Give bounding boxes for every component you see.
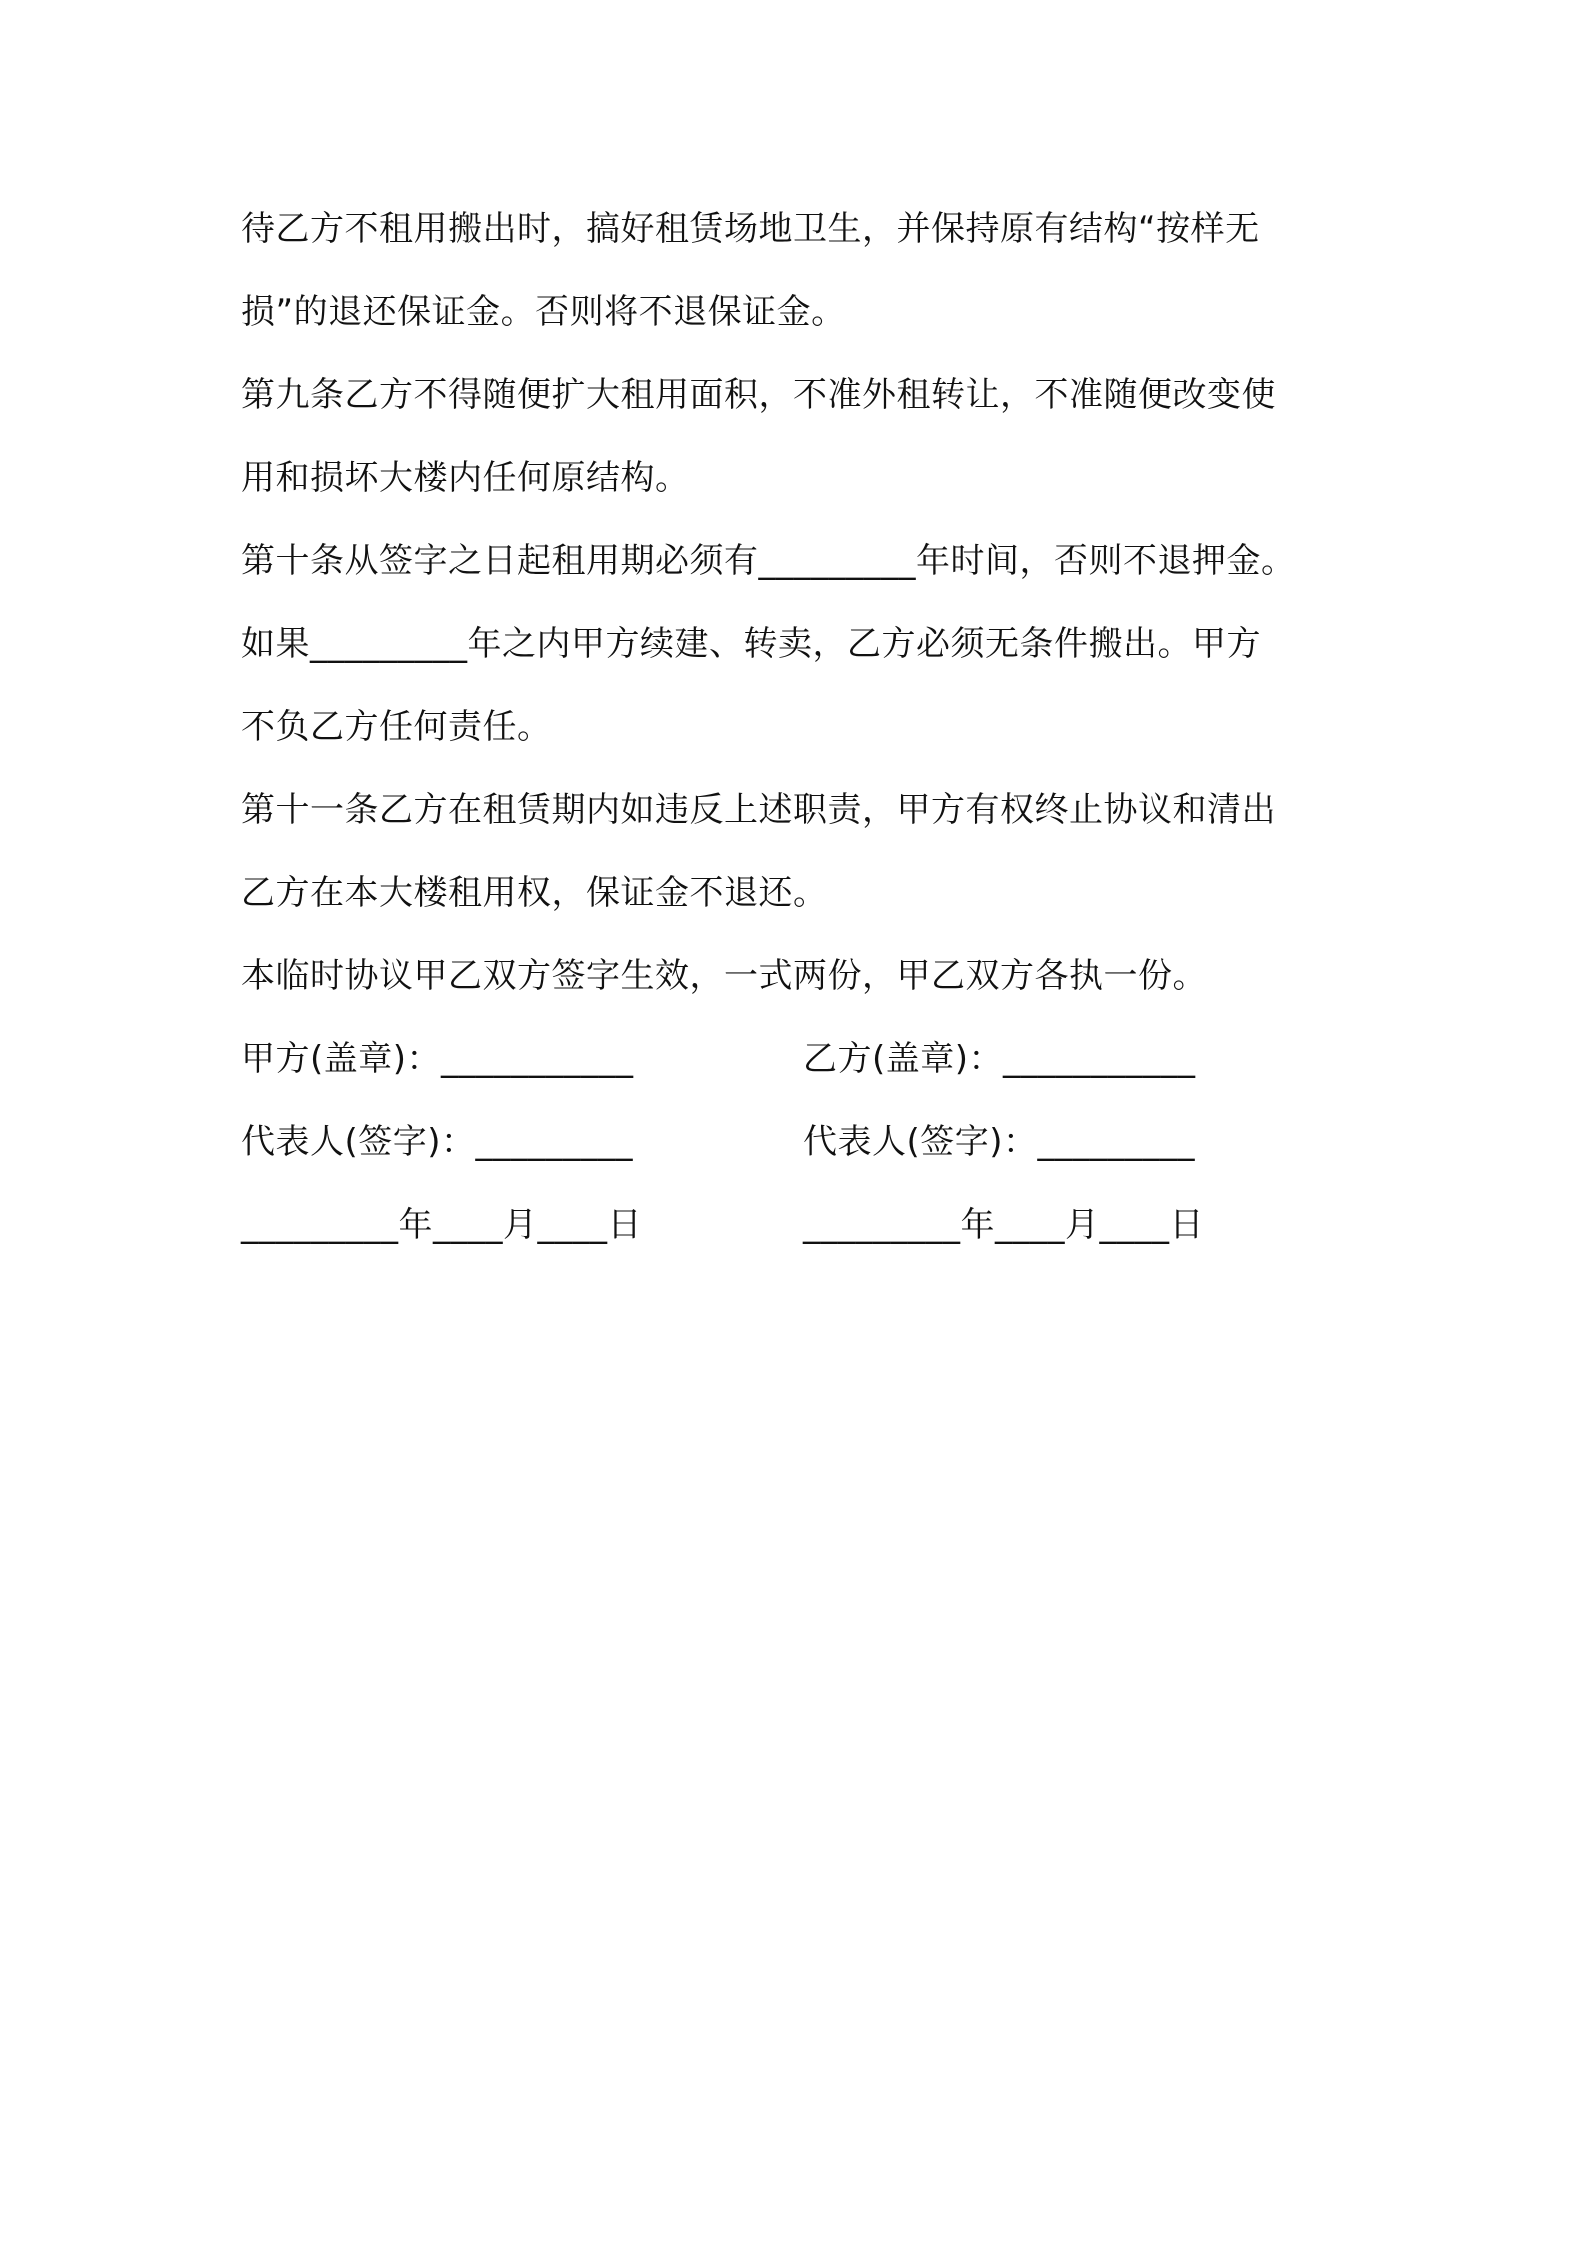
- party-a-seal-field: 甲方(盖章)：___________: [241, 1039, 634, 1079]
- article-9-line: 第九条乙方不得随便扩大租用面积，不准外租转让，不准随便改变使: [241, 375, 1276, 415]
- party-b-date-field: _________年____月____日: [803, 1205, 1204, 1245]
- article-11-line: 乙方在本大楼租用权，保证金不退还。: [241, 873, 828, 913]
- article-9-line: 用和损坏大楼内任何原结构。: [241, 458, 690, 498]
- article-11-line: 第十一条乙方在租赁期内如违反上述职责，甲方有权终止协议和清出: [241, 790, 1276, 830]
- party-b-representative-field: 代表人(签字)：_________: [803, 1122, 1196, 1162]
- validity-clause: 本临时协议甲乙双方签字生效，一式两份，甲乙双方各执一份。: [241, 956, 1207, 996]
- paragraph-line: 待乙方不租用搬出时，搞好租赁场地卫生，并保持原有结构“按样无: [241, 209, 1260, 249]
- article-10-line: 不负乙方任何责任。: [241, 707, 552, 747]
- paragraph-line: 损”的退还保证金。否则将不退保证金。: [241, 292, 846, 332]
- article-10-line: 如果_________年之内甲方续建、转卖，乙方必须无条件搬出。甲方: [241, 624, 1261, 664]
- party-b-seal-field: 乙方(盖章)：___________: [803, 1039, 1196, 1079]
- party-a-date-field: _________年____月____日: [241, 1205, 642, 1245]
- article-10-line: 第十条从签字之日起租用期必须有_________年时间，否则不退押金。: [241, 541, 1296, 581]
- party-a-representative-field: 代表人(签字)：_________: [241, 1122, 634, 1162]
